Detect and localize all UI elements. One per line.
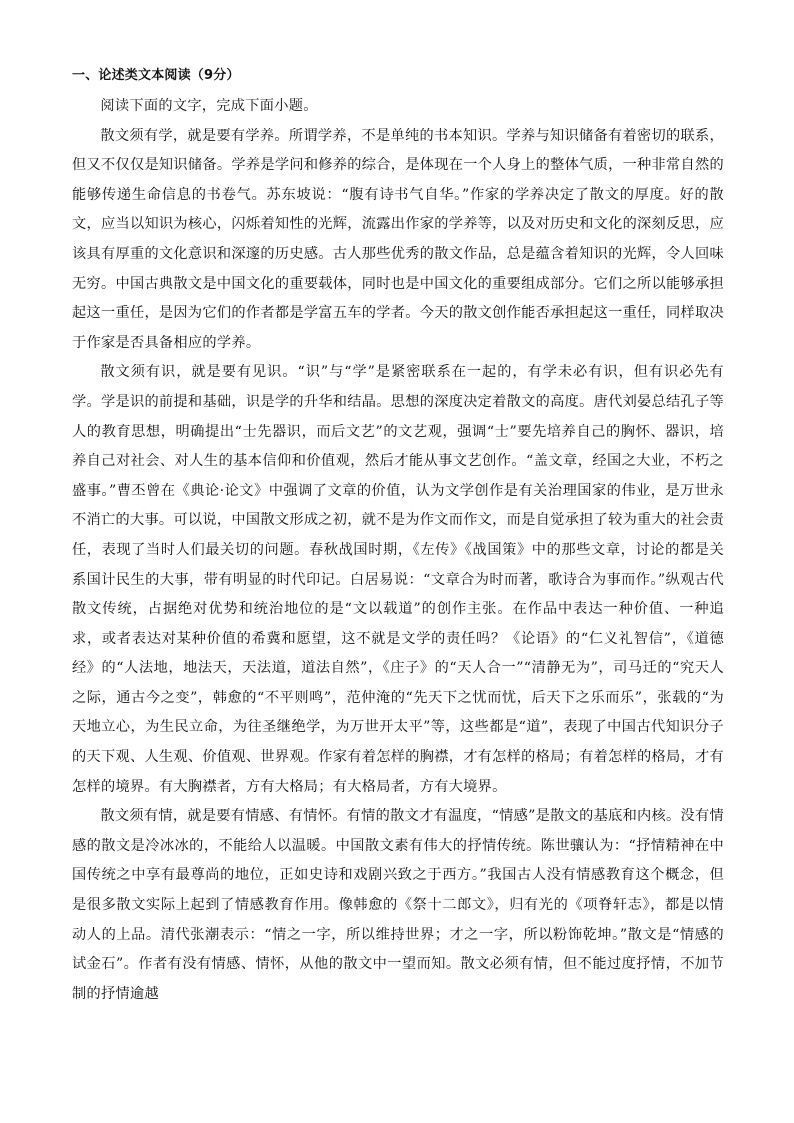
paragraph-emotion: 散文须有情，就是要有情感、有情怀。有情的散文才有温度，“情感”是散文的基底和内核。没有情感的散文是冷冰冰的，不能给人以温暖。中国散文素有伟大的抒情传统。陈世骧认为：“抒情精神在中国传统之中享有最尊尚的地位，正如史诗和戏剧兴致之于西方。”我国古人没有情感教育这个概念，但是很多散文实际上起到了情感教育作用。像韩愈的《祭十二郎文》，归有光的《项脊轩志》，都是以情动人的上品。清代张潮表示：“情之一字，所以维持世界；才之一字，所以粉饰乾坤。”散文是“情感的试金石”。作者有没有情感、情怀，从他的散文中一望而知。散文必须有情，但不能过度抒情，不加节制的抒情逾越 (72, 808, 724, 1002)
section-heading: 一、论述类文本阅读（9分） (72, 68, 240, 83)
paragraph-learning: 散文须有学，就是要有学养。所谓学养，不是单纯的书本知识。学养与知识储备有着密切的联系，但又不仅仅是知识储备。学养是学问和修养的综合，是体现在一个人身上的整体气质，一种非常自然的能够传递生命信息的书卷气。苏东坡说：“腹有诗书气自华。”作家的学养决定了散文的厚度。好的散文，应当以知识为核心，闪烁着知性的光辉，流露出作家的学养等，以及对历史和文化的深刻反思，应该具有厚重的文化意识和深邃的历史感。古人那些优秀的散文作品，总是蕴含着知识的光辉，令人回味无穷。中国古典散文是中国文化的重要载体，同时也是中国文化的重要组成部分。它们之所以能够承担起这一重任，是因为它们的作者都是学富五车的学者。今天的散文创作能否承担起这一重任，同样取决于作家是否具备相应的学养。 (72, 127, 724, 351)
document-page (72, 62, 724, 1009)
reading-instruction: 阅读下面的文字，完成下面小题。 (100, 98, 318, 114)
paragraph-insight: 散文须有识，就是要有见识。“识”与“学”是紧密联系在一起的，有学未必有识，但有识必先有学。学是识的前提和基础，识是学的升华和结晶。思想的深度决定着散文的高度。唐代刘晏总结孔子等人的教育思想，明确提出“士先器识，而后文艺”的文艺观，强调“士”要先培养自己的胸怀、器识，培养自己对社会、对人生的基本信仰和价值观，然后才能从事文艺创作。“盖文章，经国之大业，不朽之盛事。”曹丕曾在《典论·论文》中强调了文章的价值，认为文学创作是有关治理国家的伟业，是万世永不消亡的大事。可以说，中国散文形成之初，就不是为作文而作文，而是自觉承担了较为重大的社会责任，表现了当时人们最关切的问题。春秋战国时期，《左传》《战国策》中的那些文章，讨论的都是关系国计民生的大事，带有明显的时代印记。白居易说：“文章合为时而著，歌诗合为事而作。”纵观古代散文传统，占据绝对优势和统治地位的是“文以载道”的创作主张。在作品中表达一种价值、一种追求，或者表达对某种价值的希冀和愿望，这不就是文学的责任吗？《论语》的“仁义礼智信”，《道德经》的“人法地，地法天，天法道，道法自然”，《庄子》的“天人合一”“清静无为”，司马迁的“究天人之际，通古今之变”，韩愈的“不平则鸣”，范仲淹的“先天下之忧而忧，后天下之乐而乐”，张载的“为天地立心，为生民立命，为往圣继绝学，为万世开太平”等，这些都是“道”，表现了中国古代知识分子的天下观、人生观、价值观、世界观。作家有着怎样的胸襟，才有怎样的格局；有着怎样的格局，才有怎样的境界。有大胸襟者，方有大格局；有大格局者，方有大境界。 (72, 364, 724, 795)
